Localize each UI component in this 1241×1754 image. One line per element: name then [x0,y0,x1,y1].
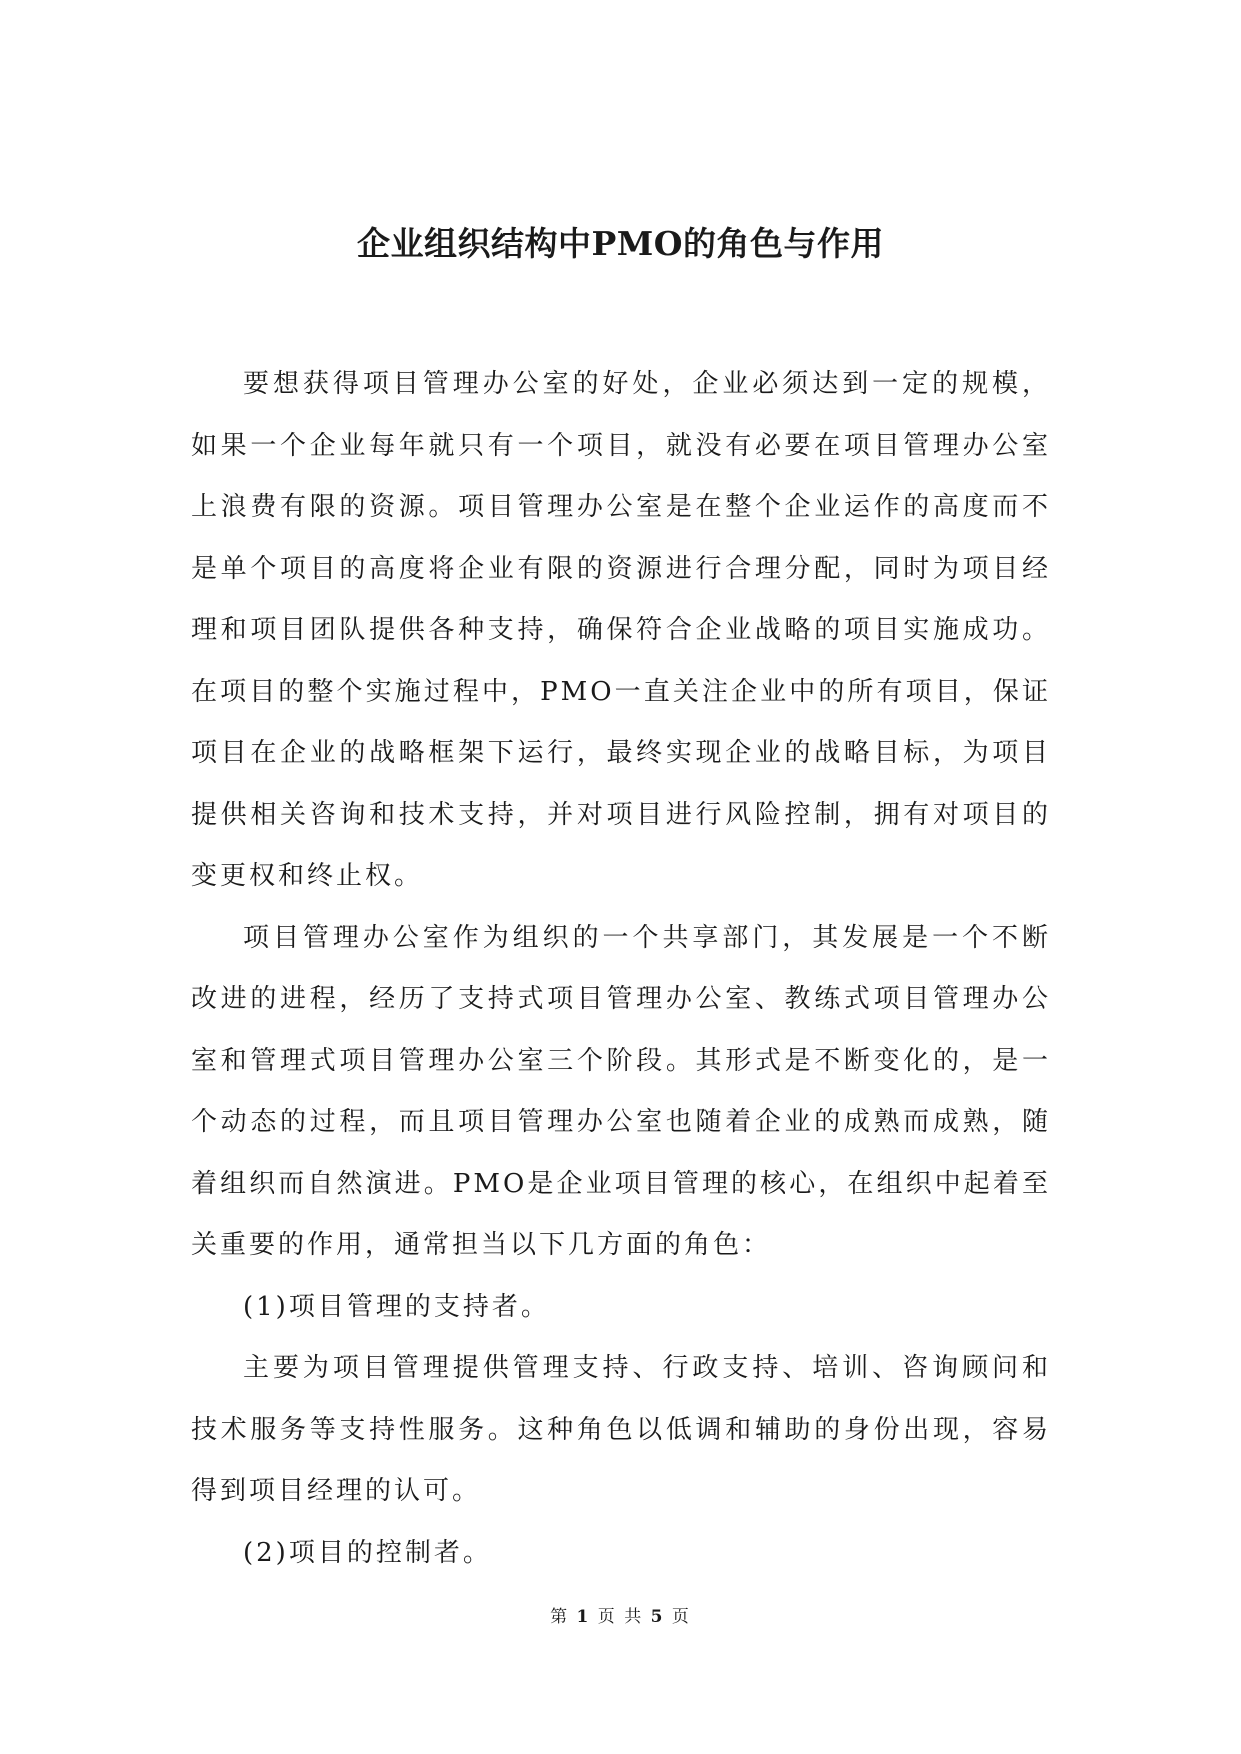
paragraph: (1)项目管理的支持者。 [243,1291,550,1322]
footer-suffix: 页 [671,1607,691,1627]
document-title: 企业组织结构中PMO的角色与作用 [356,224,885,263]
paragraph: 项目管理办公室作为组织的一个共享部门，其发展是一个不断改进的进程，经历了支持式项目管理办公室、教练式项目管理办公室和管理式项目管理办公室三个阶段。其形式是不断变化的，是一个动态的过程，而且项目管理办公室也随着企业的成熟而成熟，随着组织而自然演进。PMO是企业项目管理的核心，在组织中起着至关重要的作用，通常担当以下几方面的角色： [191,922,1051,1260]
document-body [191,354,1051,1584]
paragraph: (2)项目的控制者。 [243,1537,492,1568]
footer-prefix: 第 [550,1607,570,1627]
page-footer [0,1605,1241,1629]
total-page-count: 5 [650,1607,665,1627]
footer-middle: 页 共 [597,1607,644,1627]
paragraph: 主要为项目管理提供管理支持、行政支持、培训、咨询顾问和技术服务等支持性服务。这种角色以低调和辅助的身份出现，容易得到项目经理的认可。 [191,1353,1051,1506]
current-page-number: 1 [576,1607,591,1627]
paragraph: 要想获得项目管理办公室的好处，企业必须达到一定的规模，如果一个企业每年就只有一个项目，就没有必要在项目管理办公室上浪费有限的资源。项目管理办公室是在整个企业运作的高度而不是单个项目的高度将企业有限的资源进行合理分配，同时为项目经理和项目团队提供各种支持，确保符合企业战略的项目实施成功。在项目的整个实施过程中，PMO一直关注企业中的所有项目，保证项目在企业的战略框架下运行，最终实现企业的战略目标，为项目提供相关咨询和技术支持，并对项目进行风险控制，拥有对项目的变更权和终止权。 [191,369,1051,891]
